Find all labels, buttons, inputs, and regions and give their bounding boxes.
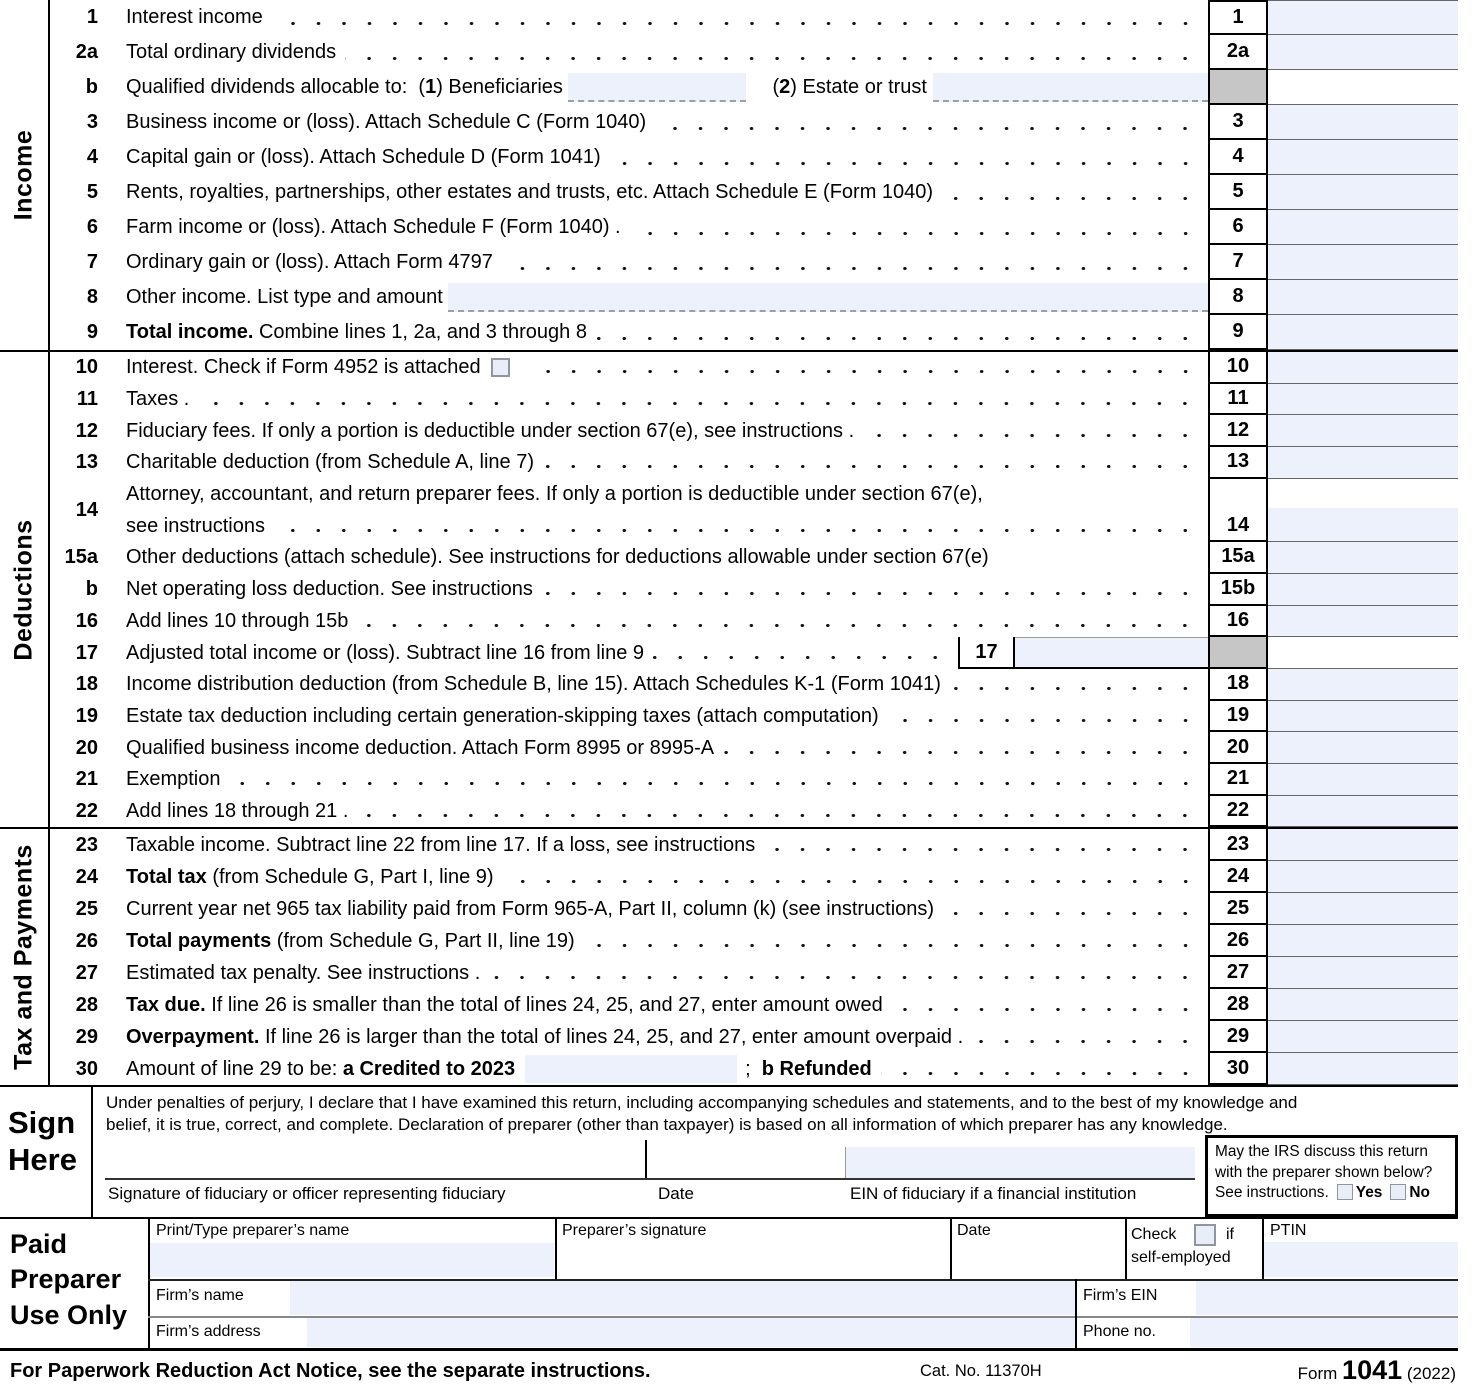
line-label xyxy=(105,352,1208,384)
line-number: 15a xyxy=(64,546,98,569)
line-number: 16 xyxy=(75,609,98,632)
line-13-amount[interactable] xyxy=(1268,447,1458,479)
line-label-text: ) Estate or trust xyxy=(790,76,933,98)
line-label-text: Qualified business income deduction. Attach Form 8995 or 8995-A xyxy=(126,736,715,759)
line-label-text: Adjusted total income or (loss). Subtract line 16 from line 9 xyxy=(126,641,645,664)
line-11-numbox: 11 xyxy=(1208,384,1268,416)
dot-leader xyxy=(943,893,1204,925)
form-line-27 xyxy=(50,957,1458,989)
form-line-3 xyxy=(50,105,1458,140)
firm-address-input[interactable] xyxy=(307,1318,1075,1347)
line-label xyxy=(105,669,1208,701)
line-number: 5 xyxy=(86,181,98,203)
line-label-text: Taxable income. Subtract line 22 from line 17. If a loss, see instructions xyxy=(126,833,756,856)
sign-here-title: Sign Here xyxy=(8,1105,77,1177)
line-number: 18 xyxy=(75,673,98,696)
line-label-text: Taxes . xyxy=(126,388,190,411)
line-label-text: Combine lines 1, 2a, and 3 through 8 xyxy=(253,321,587,343)
line-label xyxy=(105,105,1208,140)
line-label xyxy=(105,764,1208,796)
phone-input[interactable] xyxy=(1190,1318,1458,1347)
line-19-numbox: 19 xyxy=(1208,701,1268,733)
line-number: 2a xyxy=(75,41,98,63)
signature-label: Signature of fiduciary or officer representing fiduciary xyxy=(108,1184,506,1204)
ptin-label: PTIN xyxy=(1270,1222,1307,1240)
line-number: 7 xyxy=(86,251,98,273)
section-gutter xyxy=(0,0,50,350)
dot-leader xyxy=(863,415,1204,447)
dot-leader xyxy=(357,796,1204,828)
line-29-numbox: 29 xyxy=(1208,1021,1268,1053)
line-b-amount-blank xyxy=(1268,70,1458,105)
dot-leader xyxy=(764,829,1204,861)
form-line-1 xyxy=(50,0,1458,35)
line-label xyxy=(105,210,1208,245)
dot-leader xyxy=(345,35,1204,70)
line-label-text: Other income. List type and amount xyxy=(126,286,449,308)
line-30-numbox: 30 xyxy=(1208,1053,1268,1085)
line-label-text: Ordinary gain or (loss). Attach Form 4797 xyxy=(126,251,493,273)
ein-fiduciary-input[interactable] xyxy=(845,1147,1195,1178)
sign-divider xyxy=(91,1087,93,1217)
line-label-text: Rents, royalties, partnerships, other estates and trusts, etc. Attach Schedule E (Form 1040) xyxy=(126,181,934,203)
line-label-text: If line 26 is larger than the total of lines 24, 25, and 27, enter amount overpaid . xyxy=(259,1025,964,1048)
line-number: 9 xyxy=(86,321,98,343)
line-number: 24 xyxy=(75,865,98,888)
if-label: if xyxy=(1226,1226,1234,1244)
line-9-numbox: 9 xyxy=(1208,315,1268,350)
form-line-2a xyxy=(50,35,1458,70)
line-label xyxy=(105,415,1208,447)
firm-ein-label: Firm’s EIN xyxy=(1083,1287,1158,1305)
line-label xyxy=(105,829,1208,861)
line-20-amount[interactable] xyxy=(1268,732,1458,764)
line-number: 1 xyxy=(86,6,98,28)
line-25-numbox: 25 xyxy=(1208,893,1268,925)
form-line-17 xyxy=(50,637,1458,669)
line-label-text: Tax due. xyxy=(126,993,206,1016)
line-12-numbox: 12 xyxy=(1208,415,1268,447)
line-label-text: Add lines 10 through 15b xyxy=(126,609,349,632)
line-1-amount[interactable] xyxy=(1268,0,1458,35)
line-21-amount[interactable] xyxy=(1268,764,1458,796)
dot-leader xyxy=(596,315,1204,350)
line-number: 11 xyxy=(76,388,98,411)
line-label-text: Interest. Check if Form 4952 is attached xyxy=(126,356,481,379)
form-line-9 xyxy=(50,315,1458,350)
line-label-text: Net operating loss deduction. See instructions xyxy=(126,578,533,601)
sign-here-section xyxy=(0,1087,1458,1217)
dot-leader xyxy=(655,105,1204,140)
line-label-text: Exemption xyxy=(126,768,221,791)
form-line-22 xyxy=(50,796,1458,828)
signature-line xyxy=(105,1178,1195,1180)
preparer-name-label: Print/Type preparer’s name xyxy=(156,1222,350,1240)
dot-leader xyxy=(892,989,1204,1021)
form-line-11 xyxy=(50,384,1458,416)
form-section-tax-and-payments xyxy=(0,829,1458,1087)
form-line-8 xyxy=(50,280,1458,315)
dot-leader xyxy=(723,732,1204,764)
line-label-text: Current year net 965 tax liability paid from Form 965-A, Part II, column (k) (see instructions) xyxy=(126,897,935,920)
dot-leader xyxy=(503,861,1204,893)
line-label-text: 2 xyxy=(779,76,791,98)
form-line-24 xyxy=(50,861,1458,893)
line-label xyxy=(105,701,1208,733)
section-rows xyxy=(50,829,1458,1085)
form-line-23 xyxy=(50,829,1458,861)
form-line-30 xyxy=(50,1053,1458,1085)
catalog-number: Cat. No. 11370H xyxy=(920,1362,1042,1381)
line-label-text: a Credited to 2023 xyxy=(342,1057,516,1080)
line-12-amount[interactable] xyxy=(1268,415,1458,447)
dot-leader xyxy=(653,637,954,669)
line-28-amount[interactable] xyxy=(1268,989,1458,1021)
line-label-text: Add lines 18 through 21 . xyxy=(126,799,349,822)
date-label: Date xyxy=(658,1184,694,1204)
credited-to-2023-input[interactable] xyxy=(525,1055,737,1083)
line-number: 30 xyxy=(75,1057,98,1080)
dot-leader xyxy=(972,1021,1204,1053)
line-label-text: ( xyxy=(772,76,780,98)
line-label xyxy=(105,732,1208,764)
line-number: 14 xyxy=(75,498,98,521)
line-label xyxy=(105,861,1208,893)
line-number: 17 xyxy=(75,641,98,664)
line-number: 26 xyxy=(75,929,98,952)
ptin-input[interactable] xyxy=(1264,1242,1458,1277)
line-label-row-2 xyxy=(126,510,1208,542)
form-line-19 xyxy=(50,701,1458,733)
line-17-inline-amount[interactable] xyxy=(1015,637,1208,667)
line-17-inline-box xyxy=(958,637,1208,669)
line-label-text: Attorney, accountant, and return preparer fees. If only a portion is deductible under section 67(e), xyxy=(126,483,983,506)
line-label-text: Income distribution deduction (from Schedule B, line 15). Attach Schedules K-1 (Form 1041) xyxy=(126,673,941,696)
dot-leader xyxy=(525,352,1204,384)
dot-leader xyxy=(610,140,1204,175)
line-number: 25 xyxy=(75,897,98,920)
line-label-text: Total income. xyxy=(126,321,254,343)
line-label-text: Other deductions (attach schedule). See instructions for deductions allowable under section 67(e) xyxy=(126,546,989,569)
section-label-deductions: Deductions xyxy=(9,519,38,661)
qualified-dividends-estate-input[interactable] xyxy=(933,73,1208,102)
form-id: Form 1041 (2022) xyxy=(1297,1355,1456,1386)
line-18-numbox: 18 xyxy=(1208,669,1268,701)
section-gutter xyxy=(0,352,50,827)
preparer-date-label: Date xyxy=(957,1222,991,1240)
form-line-4 xyxy=(50,140,1458,175)
line-7-amount[interactable] xyxy=(1268,245,1458,280)
dot-leader xyxy=(502,245,1204,280)
line-label-text: Capital gain or (loss). Attach Schedule D (Form 1041) xyxy=(126,146,601,168)
line-label xyxy=(105,35,1208,70)
check-label: Check xyxy=(1131,1226,1177,1244)
form-line-10 xyxy=(50,352,1458,384)
line-number: 10 xyxy=(75,356,98,379)
phone-label: Phone no. xyxy=(1083,1323,1156,1341)
line-number: 27 xyxy=(75,961,98,984)
dot-leader xyxy=(888,701,1204,733)
line-26-amount[interactable] xyxy=(1268,925,1458,957)
preparer-name-input[interactable] xyxy=(150,1243,554,1277)
line-22-amount[interactable] xyxy=(1268,796,1458,828)
line-label xyxy=(105,315,1208,350)
dot-leader xyxy=(272,0,1204,35)
form-line-7 xyxy=(50,245,1458,280)
form-line-12 xyxy=(50,415,1458,447)
line-label xyxy=(105,0,1208,35)
form-line-15b xyxy=(50,574,1458,606)
dot-leader xyxy=(357,606,1204,638)
dot-leader xyxy=(274,510,1204,542)
form-4952-checkbox[interactable] xyxy=(491,358,510,377)
form-line-28 xyxy=(50,989,1458,1021)
line-number: 20 xyxy=(75,736,98,759)
dot-leader xyxy=(584,925,1204,957)
dot-leader xyxy=(881,1053,1204,1085)
line-label xyxy=(105,447,1208,479)
line-2a-numbox: 2a xyxy=(1208,35,1268,70)
line-label-text: Estate tax deduction including certain generation-skipping taxes (attach computation) xyxy=(126,704,879,727)
dot-leader xyxy=(198,384,1204,416)
line-number: 23 xyxy=(75,833,98,856)
line-24-numbox: 24 xyxy=(1208,861,1268,893)
line-17-amount-blank xyxy=(1268,637,1458,669)
line-number: 21 xyxy=(75,768,98,791)
form-line-16 xyxy=(50,606,1458,638)
form-line-18 xyxy=(50,669,1458,701)
line-16-amount[interactable] xyxy=(1268,606,1458,638)
line-label xyxy=(105,245,1208,280)
line-5-numbox: 5 xyxy=(1208,175,1268,210)
line-label-text: Total tax xyxy=(126,865,207,888)
dot-leader xyxy=(542,574,1204,606)
line-label xyxy=(105,893,1208,925)
line-label-text: Estimated tax penalty. See instructions . xyxy=(126,961,481,984)
line-label-text: Interest income xyxy=(126,6,263,28)
line-23-numbox: 23 xyxy=(1208,829,1268,861)
form-line-13 xyxy=(50,447,1458,479)
line-8-numbox: 8 xyxy=(1208,280,1268,315)
dot-leader xyxy=(630,210,1204,245)
other-income-type-amount-input[interactable] xyxy=(448,283,1208,312)
line-label-text: see instructions xyxy=(126,514,265,537)
section-rows xyxy=(50,352,1458,827)
line-label-text: If line 26 is smaller than the total of lines 24, 25, and 27, enter amount owed xyxy=(205,993,883,1016)
form-line-21 xyxy=(50,764,1458,796)
firm-name-input[interactable] xyxy=(290,1281,1075,1315)
line-b-numbox xyxy=(1208,70,1268,105)
line-number: 13 xyxy=(75,451,98,474)
form-line-5 xyxy=(50,175,1458,210)
line-22-numbox: 22 xyxy=(1208,796,1268,828)
preparer-signature-label: Preparer’s signature xyxy=(562,1222,707,1240)
line-label xyxy=(105,175,1208,210)
irs-discuss-yes-checkbox[interactable] xyxy=(1337,1184,1353,1200)
line-label-text: Charitable deduction (from Schedule A, line 7) xyxy=(126,451,535,474)
irs-discuss-no-checkbox[interactable] xyxy=(1390,1184,1406,1200)
line-number: 3 xyxy=(86,111,98,133)
line-4-numbox: 4 xyxy=(1208,140,1268,175)
line-13-numbox: 13 xyxy=(1208,447,1268,479)
line-9-amount[interactable] xyxy=(1268,315,1458,350)
section-rows xyxy=(50,0,1458,350)
line-number: 22 xyxy=(75,799,98,822)
line-number: 28 xyxy=(75,993,98,1016)
line-label-text: Fiduciary fees. If only a portion is deductible under section 67(e), see instructions . xyxy=(126,419,855,442)
section-label-income: Income xyxy=(9,129,38,221)
firm-ein-input[interactable] xyxy=(1196,1281,1458,1315)
line-6-numbox: 6 xyxy=(1208,210,1268,245)
line-15a-numbox: 15a xyxy=(1208,542,1268,574)
line-number: 4 xyxy=(86,146,98,168)
form-line-29 xyxy=(50,1021,1458,1053)
line-label-text: 1 xyxy=(425,76,437,98)
line-number: b xyxy=(85,76,98,98)
line-label xyxy=(105,280,1208,315)
line-label-text: Qualified dividends allocable to: ( xyxy=(126,76,426,98)
line-label-text: b Refunded xyxy=(761,1057,872,1080)
preparer-date-input[interactable] xyxy=(952,1243,1122,1277)
line-label-text: ) Beneficiaries xyxy=(436,76,569,98)
line-number: 19 xyxy=(75,704,98,727)
line-label-text: (from Schedule G, Part II, line 19) xyxy=(271,929,575,952)
line-4-amount[interactable] xyxy=(1268,140,1458,175)
signature-date-divider xyxy=(645,1140,647,1178)
dot-leader xyxy=(489,957,1204,989)
line-26-numbox: 26 xyxy=(1208,925,1268,957)
section-gutter xyxy=(0,829,50,1085)
line-label-text: Business income or (loss). Attach Schedule C (Form 1040) xyxy=(126,111,647,133)
form-line-20 xyxy=(50,732,1458,764)
form-line-26 xyxy=(50,925,1458,957)
line-label xyxy=(105,989,1208,1021)
line-label xyxy=(105,70,1208,105)
line-19-amount[interactable] xyxy=(1268,701,1458,733)
line-7-numbox: 7 xyxy=(1208,245,1268,280)
line-20-numbox: 20 xyxy=(1208,732,1268,764)
dot-leader xyxy=(543,447,1204,479)
line-14-numbox: 14 xyxy=(1208,479,1268,542)
line-3-numbox: 3 xyxy=(1208,105,1268,140)
line-16-numbox: 16 xyxy=(1208,606,1268,638)
line-number: 6 xyxy=(86,216,98,238)
line-10-amount[interactable] xyxy=(1268,352,1458,384)
line-label xyxy=(105,574,1208,606)
form-line-15a xyxy=(50,542,1458,574)
line-number: 8 xyxy=(86,286,98,308)
line-15a-amount[interactable] xyxy=(1268,542,1458,574)
line-17-numbox xyxy=(1208,637,1268,669)
self-employed-checkbox[interactable] xyxy=(1194,1224,1216,1246)
perjury-statement: Under penalties of perjury, I declare that I have examined this return, including accompanying schedules and statements, and to the best of my knowledge and belief, it is true, correct, and complete. Declaration of preparer (other than taxpayer) is based on all information of which preparer has any knowledge. xyxy=(106,1093,1298,1135)
line-8-amount[interactable] xyxy=(1268,280,1458,315)
line-label-text: (from Schedule G, Part I, line 9) xyxy=(206,865,494,888)
line-label-text: Farm income or (loss). Attach Schedule F (Form 1040) . xyxy=(126,216,621,238)
line-number: b xyxy=(85,578,98,601)
line-10-numbox: 10 xyxy=(1208,352,1268,384)
line-label-text: Total payments xyxy=(126,929,272,952)
line-label xyxy=(105,1053,1208,1085)
line-17-inline-number: 17 xyxy=(960,637,1015,667)
paid-preparer-title: Paid Preparer Use Only xyxy=(10,1229,128,1330)
line-number: 29 xyxy=(75,1025,98,1048)
line-3-amount[interactable] xyxy=(1268,105,1458,140)
line-18-amount[interactable] xyxy=(1268,669,1458,701)
line-21-numbox: 21 xyxy=(1208,764,1268,796)
dot-leader xyxy=(942,175,1204,210)
irs-discuss-box: May the IRS discuss this return with the preparer shown below? See instructions. Yes No xyxy=(1205,1135,1458,1217)
line-label xyxy=(105,479,1208,542)
section-label-tax-and-payments: Tax and Payments xyxy=(9,844,38,1071)
line-label-text: Overpayment. xyxy=(126,1025,260,1048)
self-employed-label: self-employed xyxy=(1131,1249,1231,1267)
firm-address-label: Firm’s address xyxy=(156,1323,261,1341)
line-2a-amount[interactable] xyxy=(1268,35,1458,70)
firm-name-label: Firm’s name xyxy=(156,1287,244,1305)
line-label-row-1 xyxy=(126,479,1208,511)
line-23-amount[interactable] xyxy=(1268,829,1458,861)
dot-leader xyxy=(230,764,1205,796)
line-29-amount[interactable] xyxy=(1268,1021,1458,1053)
form-line-6 xyxy=(50,210,1458,245)
line-label xyxy=(105,542,1208,574)
line-label xyxy=(105,637,1208,669)
form-line-25 xyxy=(50,893,1458,925)
fiduciary-signature-input[interactable] xyxy=(105,1140,640,1178)
line-label xyxy=(105,796,1208,828)
line-label xyxy=(105,957,1208,989)
line-27-numbox: 27 xyxy=(1208,957,1268,989)
line-11-amount[interactable] xyxy=(1268,384,1458,416)
line-label xyxy=(105,925,1208,957)
line-25-amount[interactable] xyxy=(1268,893,1458,925)
line-14-amount[interactable] xyxy=(1268,479,1458,542)
qualified-dividends-beneficiaries-input[interactable] xyxy=(568,73,746,102)
form-line-b xyxy=(50,70,1458,105)
line-27-amount[interactable] xyxy=(1268,957,1458,989)
preparer-signature-input[interactable] xyxy=(557,1243,947,1277)
form-section-income xyxy=(0,0,1458,352)
dot-leader xyxy=(950,669,1204,701)
line-6-amount[interactable] xyxy=(1268,210,1458,245)
line-label xyxy=(105,140,1208,175)
line-label xyxy=(105,1021,1208,1053)
line-30-amount[interactable] xyxy=(1268,1053,1458,1085)
line-label-text: ; xyxy=(745,1057,762,1080)
line-label xyxy=(105,384,1208,416)
line-label-text: Amount of line 29 to be: xyxy=(126,1057,343,1080)
form-line-14 xyxy=(50,479,1458,542)
line-28-numbox: 28 xyxy=(1208,989,1268,1021)
line-label-text: Total ordinary dividends xyxy=(126,41,337,63)
line-15b-amount[interactable] xyxy=(1268,574,1458,606)
form-section-deductions xyxy=(0,352,1458,829)
form-footer xyxy=(0,1351,1458,1389)
paid-preparer-section xyxy=(0,1217,1458,1351)
line-number: 12 xyxy=(75,419,98,442)
ein-label: EIN of fiduciary if a financial institution xyxy=(850,1184,1137,1204)
line-label xyxy=(105,606,1208,638)
line-15b-numbox: 15b xyxy=(1208,574,1268,606)
line-24-amount[interactable] xyxy=(1268,861,1458,893)
line-5-amount[interactable] xyxy=(1268,175,1458,210)
signature-date-input[interactable] xyxy=(650,1140,840,1178)
line-1-numbox: 1 xyxy=(1208,0,1268,35)
paperwork-notice: For Paperwork Reduction Act Notice, see the separate instructions. xyxy=(10,1360,651,1383)
